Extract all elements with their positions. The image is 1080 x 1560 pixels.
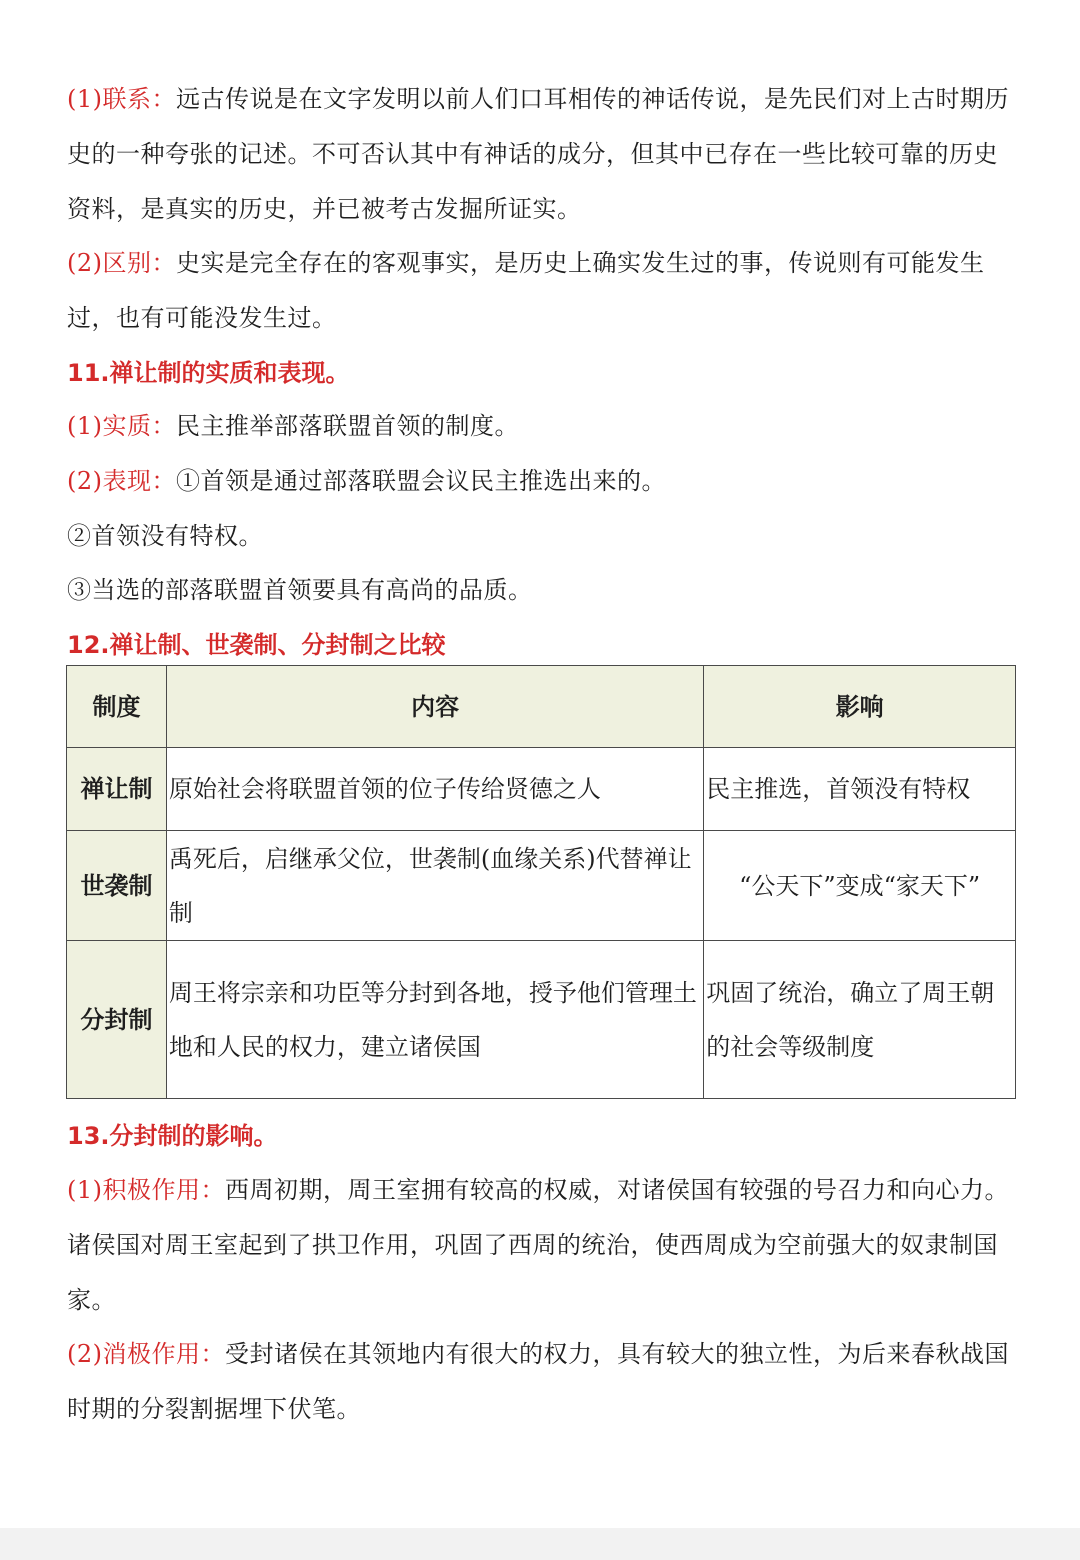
cell-content: 周王将宗亲和功臣等分封到各地，授予他们管理土地和人民的权力，建立诸侯国	[166, 941, 703, 1099]
heading-11: 11.禅让制的实质和表现。	[67, 359, 350, 387]
text-positive: 西周初期，周王室拥有较高的权威，对诸侯国有较强的号召力和向心力。诸侯国对周王室起到了拱卫作用，巩固了西周的统治，使西周成为空前强大的奴隶制国家。	[67, 1176, 1009, 1314]
paragraph-positive	[67, 1163, 1017, 1328]
paragraph-essence	[67, 399, 1017, 454]
cell-impact: 民主推选，首领没有特权	[704, 748, 1016, 831]
table-header-row	[67, 666, 1016, 748]
text-manifestation: ①首领是通过部落联盟会议民主推选出来的。	[176, 467, 666, 495]
text-essence: 民主推举部落联盟首领的制度。	[176, 412, 519, 440]
cell-system: 分封制	[67, 941, 167, 1099]
cell-system: 世袭制	[67, 831, 167, 941]
header-content: 内容	[166, 666, 703, 748]
label-connection: (1)联系：	[67, 85, 176, 113]
paragraph-negative	[67, 1327, 1017, 1437]
table-row	[67, 748, 1016, 831]
paragraph-manifestation	[67, 454, 1017, 509]
cell-content: 禹死后，启继承父位，世袭制(血缘关系)代替禅让制	[166, 831, 703, 941]
header-impact: 影响	[704, 666, 1016, 748]
comparison-table	[66, 665, 1016, 1099]
paragraph-connection	[67, 72, 1017, 237]
cell-system: 禅让制	[67, 748, 167, 831]
text-connection: 远古传说是在文字发明以前人们口耳相传的神话传说，是先民们对上古时期历史的一种夸张的记述。不可否认其中有神话的成分，但其中已存在一些比较可靠的历史资料，是真实的历史，并已被考古发掘所证实。	[67, 85, 1009, 223]
label-negative: (2)消极作用：	[67, 1340, 225, 1368]
paragraph-difference	[67, 236, 1017, 346]
heading-13: 13.分封制的影响。	[67, 1122, 278, 1150]
header-system: 制度	[67, 666, 167, 748]
label-manifestation: (2)表现：	[67, 467, 176, 495]
cell-impact: “公天下”变成“家天下”	[704, 831, 1016, 941]
heading-12: 12.禅让制、世袭制、分封制之比较	[67, 631, 446, 659]
text-difference: 史实是完全存在的客观事实，是历史上确实发生过的事，传说则有可能发生过，也有可能没发生过。	[67, 249, 985, 332]
list-item-3: ③当选的部落联盟首领要具有高尚的品质。	[67, 576, 533, 604]
text-negative: 受封诸侯在其领地内有很大的权力，具有较大的独立性，为后来春秋战国时期的分裂割据埋下伏笔。	[67, 1340, 1009, 1423]
list-item-2: ②首领没有特权。	[67, 522, 263, 550]
table-row	[67, 941, 1016, 1099]
cell-content: 原始社会将联盟首领的位子传给贤德之人	[166, 748, 703, 831]
table-row	[67, 831, 1016, 941]
label-essence: (1)实质：	[67, 412, 176, 440]
label-difference: (2)区别：	[67, 249, 176, 277]
footer-strip	[0, 1528, 1080, 1560]
cell-impact: 巩固了统治，确立了周王朝的社会等级制度	[704, 941, 1016, 1099]
label-positive: (1)积极作用：	[67, 1176, 225, 1204]
